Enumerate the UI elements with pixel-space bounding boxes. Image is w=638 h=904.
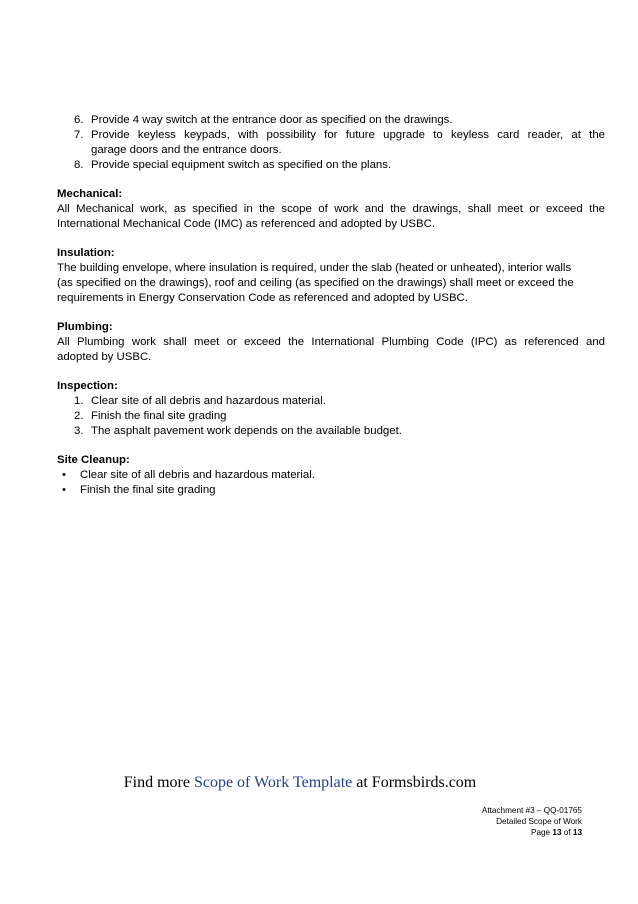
document-body [57,113,605,498]
list-text: Provide special equipment switch as specified on the plans. [91,159,392,171]
list-number: 2. [74,410,84,422]
section-heading: Site Cleanup: [57,454,130,466]
section-heading: Inspection: [57,380,118,392]
section-heading: Insulation: [57,247,115,259]
list-item [57,424,605,439]
list-number: 3. [74,425,84,437]
paragraph-line: requirements in Energy Conservation Code as referenced and adopted by USBC. [57,292,468,304]
list-text: Clear site of all debris and hazardous material. [91,395,326,407]
promo-link[interactable]: Scope of Work Template [193,774,353,791]
list-number: 8. [74,159,84,171]
bullet-icon: • [62,484,66,496]
list-text-line: garage doors and the entrance doors. [91,144,282,156]
list-text-line: Provide keyless keypads, with possibility for future upgrade to keyless card reader, at the [91,129,605,141]
section-mechanical [57,187,605,232]
list-item [57,128,605,158]
list-item [57,468,605,483]
bullet-icon: • [62,469,66,481]
list-item [57,409,605,424]
paragraph-line: (as specified on the drawings), roof and ceiling (as specified on the drawings) shall meet or exceed the [57,277,574,289]
list-text: Finish the final site grading [91,410,227,422]
page-number [482,827,582,838]
bullet-list [57,468,605,498]
section-insulation [57,246,605,306]
section-site-cleanup [57,453,605,498]
numbered-list-inspection [57,394,605,439]
list-item [57,483,605,498]
paragraph-line: The building envelope, where insulation is required, under the slab (heated or unheated), interior walls [57,262,572,274]
paragraph-line: adopted by USBC. [57,351,152,363]
list-number: 6. [74,114,84,126]
list-number: 7. [74,129,84,141]
list-item [57,394,605,409]
list-text: The asphalt pavement work depends on the available budget. [91,425,402,437]
section-heading: Mechanical: [57,188,123,200]
footer-title: Detailed Scope of Work [496,817,582,826]
section-heading: Plumbing: [57,321,113,333]
page-label: Page [530,828,553,837]
numbered-list-top [57,113,605,173]
section-inspection [57,379,605,439]
paragraph-line: All Mechanical work, as specified in the scope of work and the drawings, shall meet or exceed the [57,203,605,215]
list-number: 1. [74,395,84,407]
section-plumbing [57,320,605,365]
paragraph-line: International Mechanical Code (IMC) as referenced and adopted by USBC. [57,218,435,230]
footer-attachment: Attachment #3 – QQ-01765 [481,806,582,815]
list-text: Clear site of all debris and hazardous material. [80,469,315,481]
page-of: of [561,828,573,837]
promo-line [0,773,600,793]
list-text: Finish the final site grading [80,484,216,496]
page-current: 13 [552,828,562,837]
page-footer [482,805,582,838]
page-total: 13 [572,828,582,837]
promo-suffix: at Formsbirds.com [352,774,477,791]
promo-prefix: Find more [123,774,194,791]
list-item [57,113,605,128]
paragraph-line: All Plumbing work shall meet or exceed the International Plumbing Code (IPC) as referenced and [57,336,605,348]
list-text: Provide 4 way switch at the entrance door as specified on the drawings. [91,114,453,126]
list-item [57,158,605,173]
